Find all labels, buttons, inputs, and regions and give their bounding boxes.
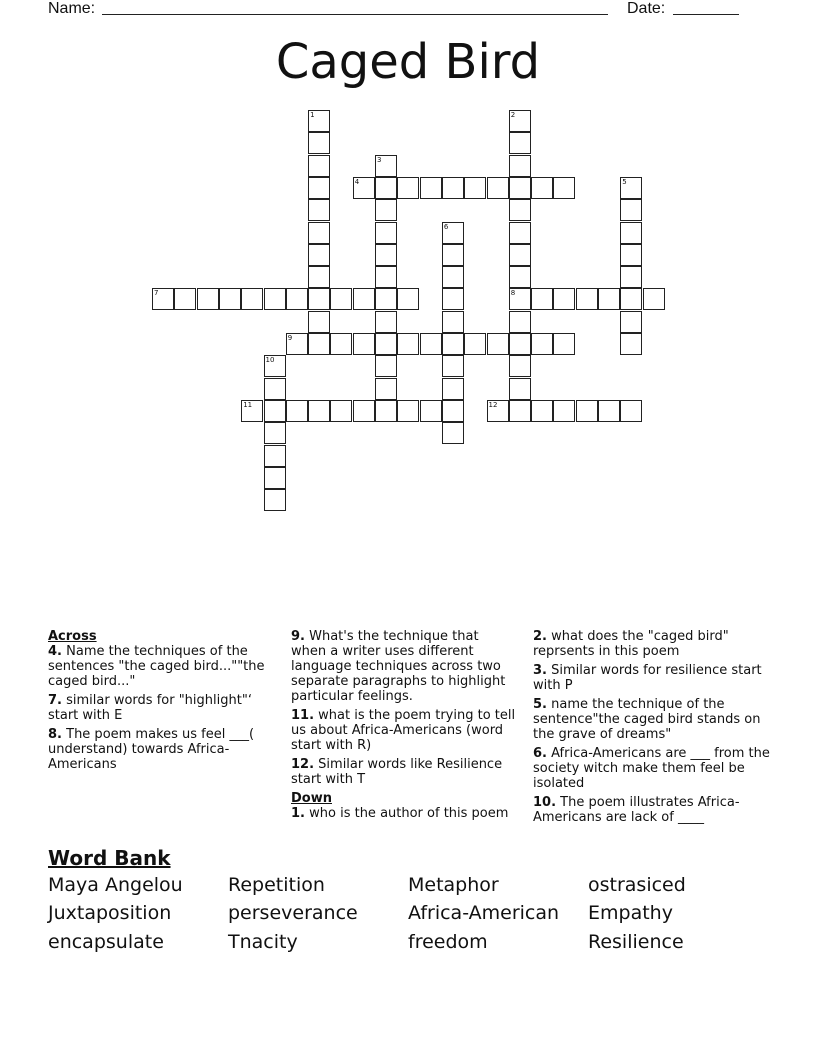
crossword-cell[interactable]	[509, 266, 531, 288]
crossword-cell[interactable]	[576, 400, 598, 422]
crossword-cell[interactable]	[353, 400, 375, 422]
crossword-cell[interactable]	[308, 155, 330, 177]
cell-number: 2	[510, 111, 516, 119]
crossword-cell[interactable]	[397, 177, 419, 199]
crossword-cell[interactable]	[286, 333, 308, 355]
crossword-cell[interactable]	[487, 333, 509, 355]
crossword-cell[interactable]	[353, 333, 375, 355]
crossword-cell[interactable]	[442, 244, 464, 266]
crossword-cell[interactable]	[442, 222, 464, 244]
crossword-cell[interactable]	[620, 177, 642, 199]
crossword-cell[interactable]	[286, 288, 308, 310]
crossword-cell[interactable]	[487, 400, 509, 422]
crossword-cell[interactable]	[264, 400, 286, 422]
crossword-cell[interactable]	[308, 311, 330, 333]
cell-number: 11	[243, 400, 253, 409]
word-bank-word: Juxtaposition	[48, 902, 172, 924]
crossword-cell[interactable]	[308, 110, 330, 132]
crossword-cell[interactable]	[152, 288, 174, 310]
word-bank-word: Resilience	[588, 931, 684, 953]
crossword-cell[interactable]	[509, 400, 531, 422]
word-bank-word: ostrasiced	[588, 874, 686, 896]
clue-across-8: 8. The poem makes us feel ___( understand) towards Africa-Americans	[48, 727, 255, 772]
crossword-cell[interactable]	[375, 311, 397, 333]
crossword-cell[interactable]	[375, 288, 397, 310]
crossword-cell[interactable]	[197, 288, 219, 310]
crossword-cell[interactable]	[264, 288, 286, 310]
cell-number: 8	[510, 289, 516, 298]
crossword-cell[interactable]	[353, 177, 375, 199]
crossword-cell[interactable]	[264, 355, 286, 377]
cell-number: 9	[287, 334, 293, 342]
clue-down-3: 3. Similar words for resilience start with P	[533, 663, 762, 693]
crossword-cell[interactable]	[219, 288, 241, 310]
cell-number: 1	[310, 111, 315, 119]
crossword-cell[interactable]	[308, 266, 330, 288]
clue-down-6: 6. Africa-Americans are ___ from the society witch make them feel be isolated	[533, 746, 770, 791]
crossword-cell[interactable]	[264, 378, 286, 400]
clue-across-4: 4. Name the techniques of the sentences "the caged bird...""the caged bird..."	[48, 644, 265, 689]
crossword-cell[interactable]	[531, 333, 553, 355]
crossword-cell[interactable]	[375, 155, 397, 177]
crossword-cell[interactable]	[509, 378, 531, 400]
crossword-cell[interactable]	[509, 155, 531, 177]
crossword-cell[interactable]	[375, 177, 397, 199]
crossword-cell[interactable]	[308, 177, 330, 199]
crossword-cell[interactable]	[509, 199, 531, 221]
crossword-cell[interactable]	[442, 266, 464, 288]
crossword-cell[interactable]	[442, 333, 464, 355]
crossword-cell[interactable]	[531, 177, 553, 199]
cell-number: 10	[265, 356, 275, 365]
crossword-cell[interactable]	[531, 288, 553, 310]
clue-down-2: 2. what does the "caged bird" reprsents in this poem	[533, 629, 729, 659]
crossword-cell[interactable]	[442, 288, 464, 310]
crossword-cell[interactable]	[241, 400, 263, 422]
crossword-cell[interactable]	[442, 422, 464, 444]
clues-column-3	[533, 629, 773, 829]
crossword-cell[interactable]	[509, 355, 531, 377]
word-bank-word: Tnacity	[228, 931, 298, 953]
crossword-cell[interactable]	[509, 333, 531, 355]
crossword-cell[interactable]	[531, 400, 553, 422]
crossword-cell[interactable]	[553, 400, 575, 422]
down-heading: Down	[291, 791, 332, 806]
crossword-cell[interactable]	[375, 333, 397, 355]
clue-down-5: 5. name the technique of the sentence"the caged bird stands on the grave of dreams"	[533, 697, 761, 742]
crossword-cell[interactable]	[620, 311, 642, 333]
crossword-cell[interactable]	[509, 110, 531, 132]
crossword-cell[interactable]	[375, 244, 397, 266]
crossword-cell[interactable]	[464, 177, 486, 199]
crossword-cell[interactable]	[553, 333, 575, 355]
crossword-cell[interactable]	[241, 288, 263, 310]
crossword-cell[interactable]	[620, 199, 642, 221]
crossword-cell[interactable]	[174, 288, 196, 310]
clue-across-7: 7. similar words for "highlight"‘ start with E	[48, 693, 252, 723]
clue-across-9: 9. What's the technique that when a writer uses different language techniques across two separate paragraphs to highlight particular feelings.	[291, 629, 506, 704]
crossword-cell[interactable]	[620, 222, 642, 244]
crossword-cell[interactable]	[330, 288, 352, 310]
across-heading: Across	[48, 629, 97, 644]
cell-number: 4	[354, 177, 360, 186]
crossword-cell[interactable]	[442, 311, 464, 333]
crossword-cell[interactable]	[264, 467, 286, 489]
word-bank-title: Word Bank	[48, 846, 171, 870]
word-bank-word: freedom	[408, 931, 488, 953]
crossword-cell[interactable]	[620, 244, 642, 266]
page-title: Caged Bird	[275, 34, 541, 90]
date-label: Date:	[627, 0, 666, 17]
crossword-cell[interactable]	[509, 311, 531, 333]
crossword-cell[interactable]	[620, 333, 642, 355]
crossword-cell[interactable]	[620, 266, 642, 288]
crossword-cell[interactable]	[509, 288, 531, 310]
crossword-cell[interactable]	[375, 266, 397, 288]
crossword-cell[interactable]	[620, 400, 642, 422]
clue-down-1: 1. who is the author of this poem	[291, 806, 509, 821]
cell-number: 6	[443, 222, 449, 231]
clue-down-10: 10. The poem illustrates Africa-Americans are lack of ____	[533, 795, 740, 825]
crossword-cell[interactable]	[553, 177, 575, 199]
crossword-cell[interactable]	[620, 288, 642, 310]
crossword-cell[interactable]	[308, 222, 330, 244]
clue-across-12: 12. Similar words like Resilience start with T	[291, 757, 503, 787]
crossword-cell[interactable]	[442, 177, 464, 199]
crossword-cell[interactable]	[308, 199, 330, 221]
crossword-cell[interactable]	[397, 333, 419, 355]
crossword-cell[interactable]	[509, 222, 531, 244]
crossword-cell[interactable]	[598, 400, 620, 422]
crossword-cell[interactable]	[375, 199, 397, 221]
cell-number: 5	[622, 177, 627, 186]
crossword-cell[interactable]	[553, 288, 575, 310]
crossword-cell[interactable]	[509, 244, 531, 266]
crossword-cell[interactable]	[420, 333, 442, 355]
crossword-cell[interactable]	[375, 222, 397, 244]
crossword-cell[interactable]	[509, 132, 531, 154]
clues-column-2	[291, 629, 516, 825]
crossword-cell[interactable]	[308, 333, 330, 355]
crossword-cell[interactable]	[487, 177, 509, 199]
crossword-cell[interactable]	[509, 177, 531, 199]
crossword-cell[interactable]	[442, 355, 464, 377]
crossword-cell[interactable]	[353, 288, 375, 310]
crossword-cell[interactable]	[286, 400, 308, 422]
word-bank-word: encapsulate	[48, 931, 164, 953]
crossword-cell[interactable]	[442, 400, 464, 422]
name-label: Name:	[48, 0, 96, 17]
crossword-cell[interactable]	[308, 400, 330, 422]
crossword-cell[interactable]	[264, 445, 286, 467]
crossword-cell[interactable]	[330, 400, 352, 422]
word-bank-word: Maya Angelou	[48, 874, 183, 896]
crossword-cell[interactable]	[375, 378, 397, 400]
cell-number: 3	[377, 155, 382, 164]
crossword-cell[interactable]	[420, 400, 442, 422]
crossword-cell[interactable]	[375, 355, 397, 377]
word-bank-word: Empathy	[588, 902, 673, 924]
cell-number: 12	[488, 400, 498, 409]
word-bank-word: Africa-American	[408, 902, 560, 924]
clues-column-1	[48, 629, 270, 776]
crossword-cell[interactable]	[397, 400, 419, 422]
crossword-cell[interactable]	[643, 288, 665, 310]
crossword-cell[interactable]	[598, 288, 620, 310]
crossword-cell[interactable]	[308, 132, 330, 154]
crossword-cell[interactable]	[442, 378, 464, 400]
crossword-cell[interactable]	[308, 244, 330, 266]
clue-across-11: 11. what is the poem trying to tell us about Africa-Americans (word start with R)	[291, 708, 516, 753]
word-bank-word: Metaphor	[408, 874, 499, 896]
crossword-cell[interactable]	[397, 288, 419, 310]
word-bank-word: perseverance	[228, 902, 358, 924]
cell-number: 7	[154, 289, 159, 298]
crossword-cell[interactable]	[576, 288, 598, 310]
crossword-cell[interactable]	[308, 288, 330, 310]
crossword-cell[interactable]	[330, 333, 352, 355]
crossword-cell[interactable]	[264, 489, 286, 511]
crossword-cell[interactable]	[264, 422, 286, 444]
word-bank-word: Repetition	[228, 874, 325, 896]
crossword-cell[interactable]	[420, 177, 442, 199]
crossword-cell[interactable]	[464, 333, 486, 355]
crossword-cell[interactable]	[375, 400, 397, 422]
